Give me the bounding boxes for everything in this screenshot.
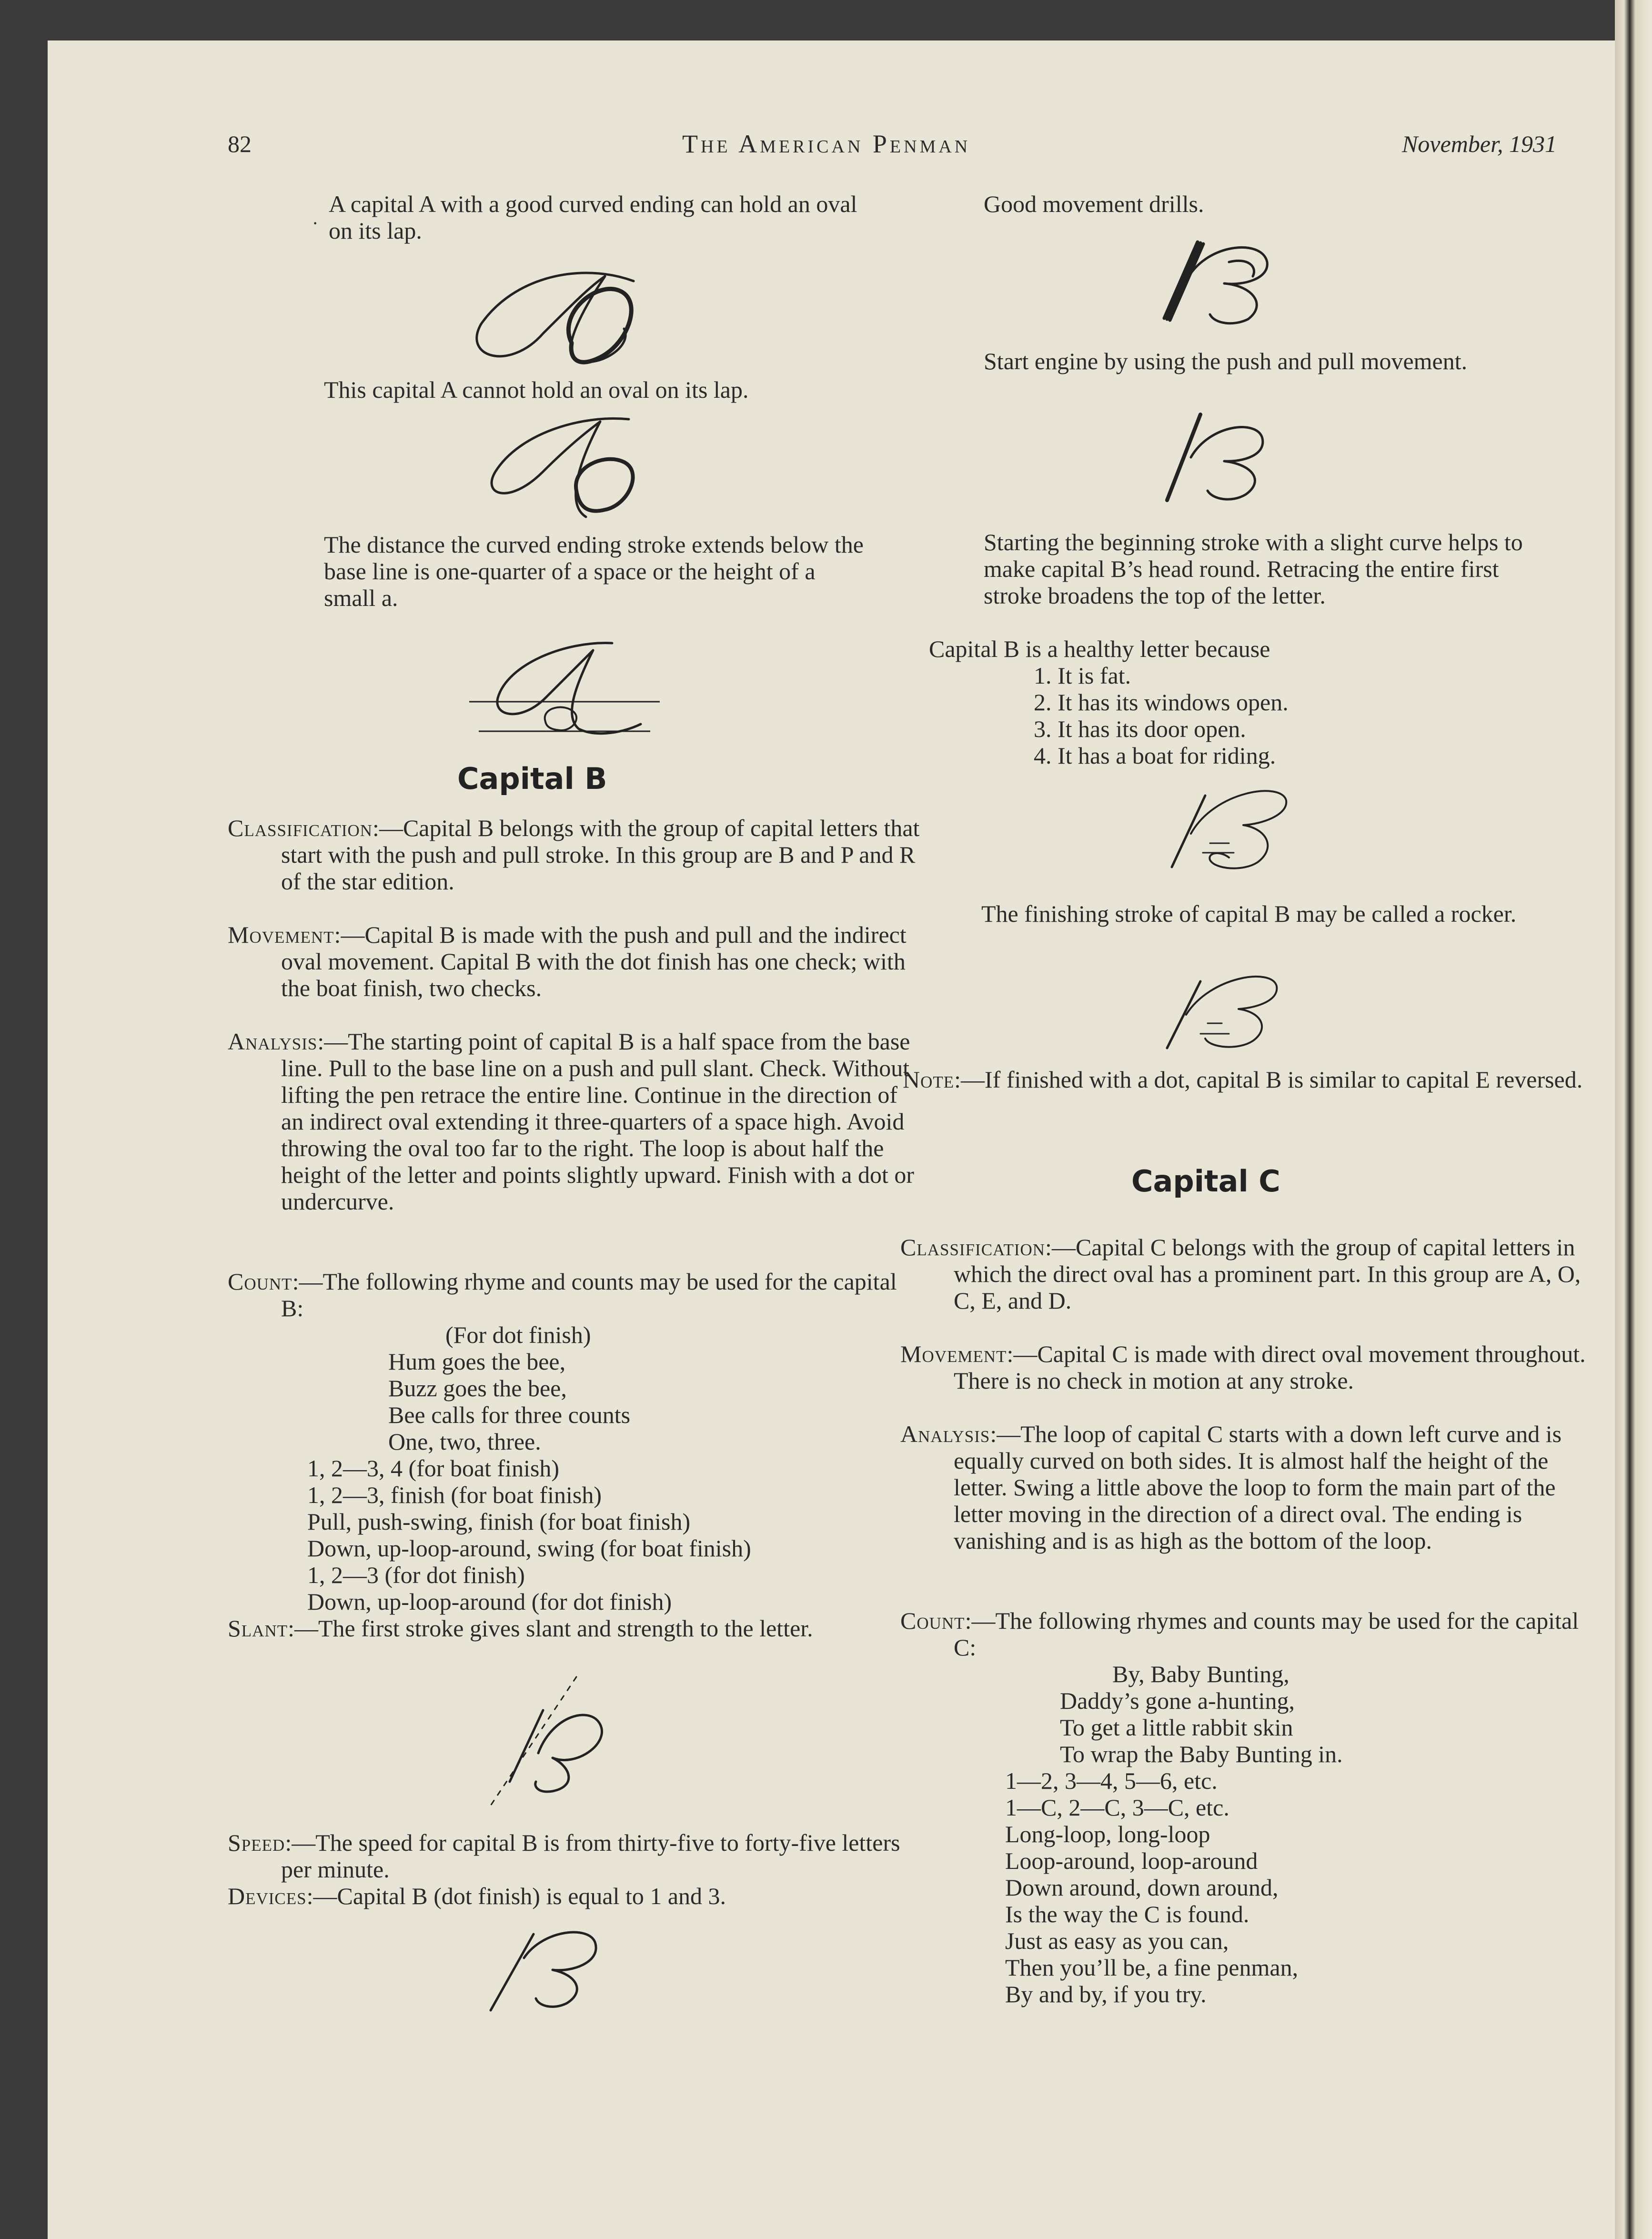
script-push-pull-start-illustration <box>1158 410 1281 505</box>
script-capital-b-dot-finish-illustration <box>481 1920 624 2015</box>
count-line: Loop-around, loop-around <box>1005 1847 1258 1874</box>
note-text: :—If finished with a dot, capital B is similar to capital E reversed. <box>954 1066 1583 1093</box>
rhyme-line: To get a little rabbit skin <box>1060 1714 1293 1741</box>
script-capital-a-with-oval-illustration <box>462 262 653 376</box>
count-line: Down, up-loop-around, swing (for boat finish) <box>307 1535 751 1562</box>
capital-c-classification <box>900 1234 1599 1314</box>
healthy-list-item: 2. It has its windows open. <box>1034 689 1289 716</box>
analysis-label: Analysis <box>900 1421 990 1447</box>
capital-c-heading: Capital C <box>1131 1164 1280 1199</box>
left-paragraph-2: This capital A cannot hold an oval on its lap. <box>324 376 749 403</box>
count-line: Is the way the C is found. <box>1005 1901 1249 1927</box>
script-capital-b-slant-illustration <box>481 1672 614 1810</box>
right-paragraph-2: Start engine by using the push and pull movement. <box>984 348 1468 374</box>
analysis-text: :—The starting point of capital B is a half space from the base line. Pull to the base line on a push and pull slant. Check. Without lifting the pen retrace the entire line. Continue in the direction of an indirect oval extending it three-quarters of a space high. Avoid throwing the oval too far to the right. The loop is about half the height of the letter and points slightly upward. Finish with a dot or undercurve. <box>281 1028 915 1215</box>
capital-c-movement <box>900 1341 1599 1394</box>
capital-b-movement <box>228 921 924 1001</box>
count-text: :—The following rhymes and counts may be used for the capital C: <box>954 1607 1579 1661</box>
count-line: Then you’ll be, a fine penman, <box>1005 1954 1299 1981</box>
count-line: Pull, push-swing, finish (for boat finish) <box>307 1508 691 1535</box>
book-spine-edge <box>1615 0 1652 2239</box>
count-line: Just as easy as you can, <box>1005 1927 1229 1954</box>
devices-text: :—Capital B (dot finish) is equal to 1 and 3. <box>306 1883 726 1909</box>
rhyme-title: (For dot finish) <box>445 1321 591 1348</box>
analysis-text: :—The loop of capital C starts with a down left curve and is equally curved on both sides. It is almost half the height of the letter. Swing a little above the loop to form the main part of the letter moving in the direction of a direct oval. The ending is vanishing and is as high as the bottom of the loop. <box>954 1421 1562 1554</box>
script-movement-drill-illustration <box>1158 233 1281 329</box>
count-line: 1—C, 2—C, 3—C, etc. <box>1005 1794 1229 1821</box>
slant-label: Slant <box>228 1615 288 1642</box>
count-line: 1, 2—3 (for dot finish) <box>307 1562 525 1588</box>
count-line: Long-loop, long-loop <box>1005 1821 1210 1847</box>
right-paragraph-1: Good movement drills. <box>984 191 1204 217</box>
capital-c-analysis <box>900 1421 1599 1554</box>
capital-b-count <box>228 1268 924 1321</box>
count-line: 1, 2—3, finish (for boat finish) <box>307 1482 602 1508</box>
issue-date: November, 1931 <box>1402 131 1557 157</box>
speed-label: Speed <box>228 1829 285 1856</box>
movement-label: Movement <box>900 1341 1007 1367</box>
count-line: 1—2, 3—4, 5—6, etc. <box>1005 1767 1218 1794</box>
right-paragraph-3: Starting the beginning stroke with a slight curve helps to make capital B’s head round. Retracing the entire first stroke broadens the top of the letter. <box>984 529 1523 609</box>
capital-b-classification <box>228 815 924 895</box>
healthy-list-item: 4. It has a boat for riding. <box>1034 742 1276 769</box>
script-healthy-capital-b-illustration <box>1162 781 1296 877</box>
script-rocker-finish-illustration <box>1162 962 1286 1058</box>
rhyme-line: Buzz goes the bee, <box>388 1375 567 1402</box>
movement-label: Movement <box>228 921 334 948</box>
speed-text: :—The speed for capital B is from thirty-five to forty-five letters per minute. <box>281 1829 900 1883</box>
count-label: Count <box>900 1607 965 1634</box>
count-line: By and by, if you try. <box>1005 1981 1207 2007</box>
rhyme-line: One, two, three. <box>388 1428 541 1455</box>
healthy-list-item: 3. It has its door open. <box>1034 716 1246 742</box>
count-line: 1, 2—3, 4 (for boat finish) <box>307 1455 560 1482</box>
capital-b-slant <box>228 1615 924 1642</box>
rhyme-line: To wrap the Baby Bunting in. <box>1060 1741 1343 1767</box>
rhyme-line: By, Baby Bunting, <box>1112 1661 1289 1687</box>
journal-title: The American Penman <box>682 130 971 158</box>
left-paragraph-1: A capital A with a good curved ending can hold an oval on its lap. <box>329 191 857 244</box>
right-paragraph-4: The finishing stroke of capital B may be called a rocker. <box>981 900 1517 927</box>
count-label: Count <box>228 1268 292 1295</box>
movement-text: :—Capital C is made with direct oval movement throughout. There is no check in motion at any stroke. <box>954 1341 1586 1394</box>
margin-dot-mark: · <box>312 212 319 234</box>
left-paragraph-3: The distance the curved ending stroke extends below the base line is one-quarter of a space or the height of a small a. <box>324 531 864 611</box>
note-label: Note <box>903 1066 955 1093</box>
capital-b-speed <box>228 1829 924 1883</box>
classification-text: :—Capital B belongs with the group of capital letters that start with the push and pull stroke. In this group are B and P and R of the star edition. <box>281 815 920 895</box>
classification-text: :—Capital C belongs with the group of capital letters in which the direct oval has a prominent part. In this group are A, O, C, E, and D. <box>954 1234 1581 1314</box>
capital-c-count <box>900 1607 1599 1661</box>
rhyme-line: Hum goes the bee, <box>388 1348 566 1375</box>
capital-b-analysis <box>228 1028 924 1215</box>
count-text: :—The following rhyme and counts may be used for the capital B: <box>281 1268 897 1321</box>
page-number: 82 <box>228 131 252 157</box>
script-capital-a-without-oval-illustration <box>481 414 653 524</box>
analysis-label: Analysis <box>228 1028 318 1055</box>
slant-text: :—The first stroke gives slant and strength to the letter. <box>288 1615 813 1642</box>
classification-label: Classification <box>900 1234 1046 1261</box>
count-line: Down, up-loop-around (for dot finish) <box>307 1588 672 1615</box>
devices-label: Devices <box>228 1883 307 1909</box>
capital-b-devices <box>228 1883 924 1909</box>
movement-text: :—Capital B is made with the push and pull and the indirect oval movement. Capital B with the dot finish has one check; with the boat finish, two checks. <box>281 921 907 1001</box>
rhyme-line: Daddy’s gone a-hunting, <box>1060 1687 1295 1714</box>
healthy-letter-intro: Capital B is a healthy letter because <box>929 635 1270 662</box>
healthy-list-item: 1. It is fat. <box>1034 662 1131 689</box>
classification-label: Classification <box>228 815 373 841</box>
capital-b-note <box>903 1066 1599 1093</box>
script-capital-a-baseline-illustration <box>469 636 660 746</box>
count-line: Down around, down around, <box>1005 1874 1279 1901</box>
capital-b-heading: Capital B <box>457 761 607 796</box>
rhyme-line: Bee calls for three counts <box>388 1402 631 1428</box>
